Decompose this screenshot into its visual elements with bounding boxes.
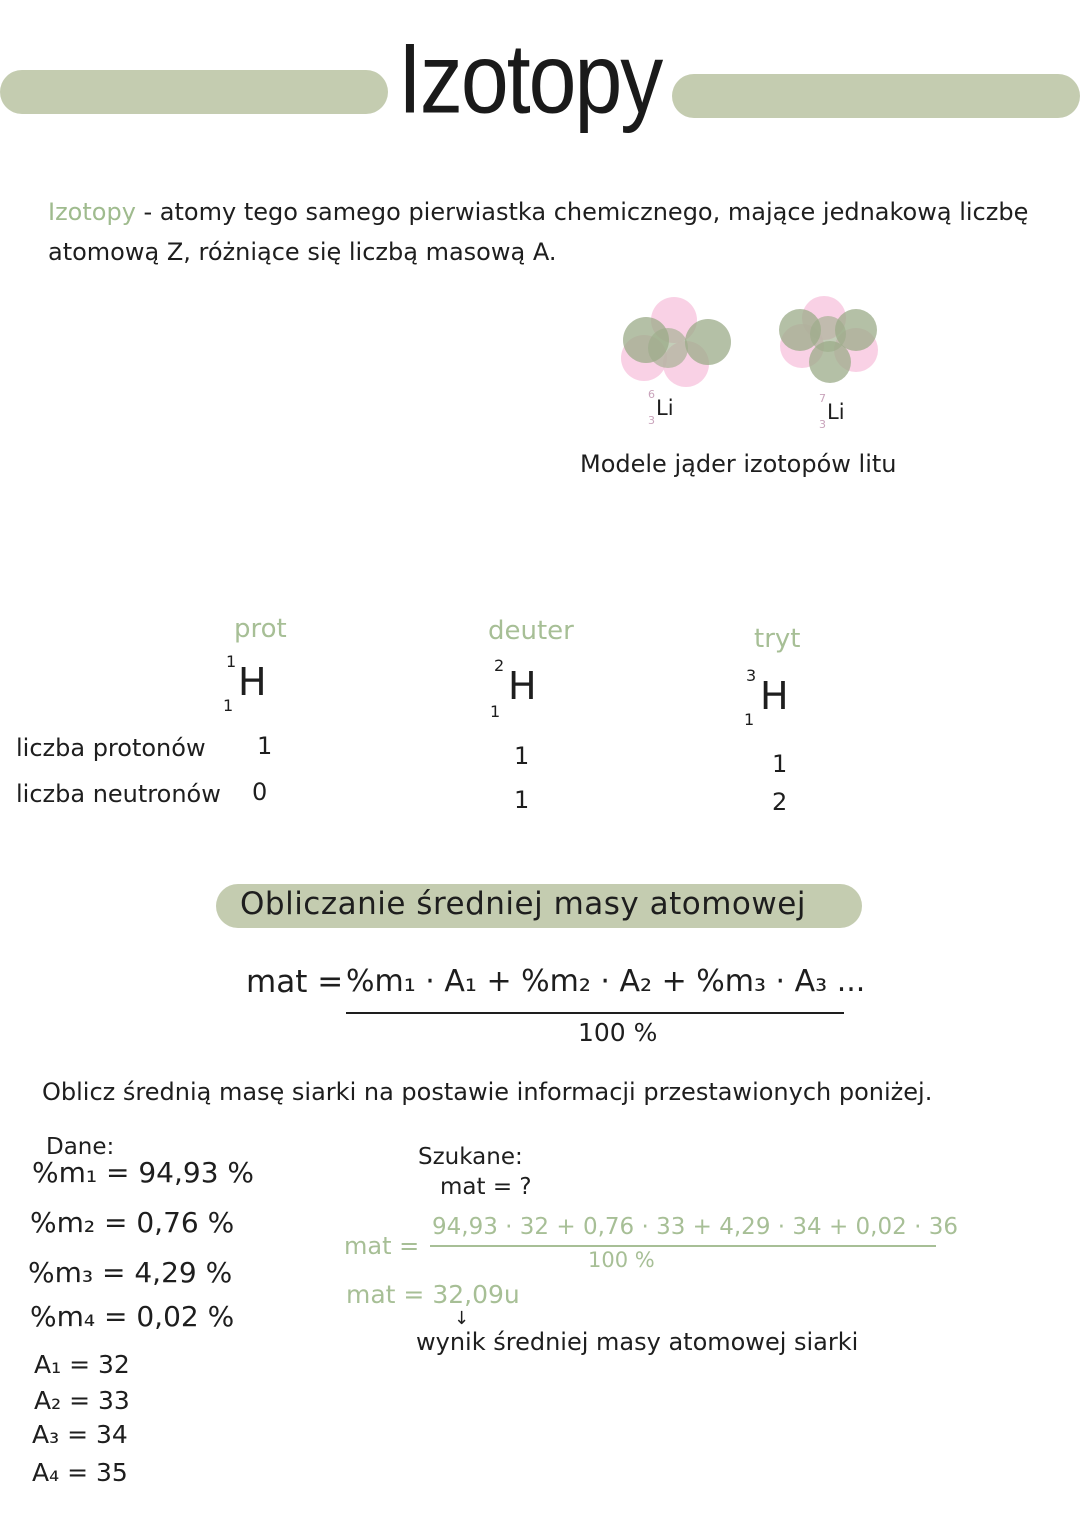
title-bar-right (672, 74, 1080, 118)
given-item: %m₄ = 0,02 % (30, 1300, 235, 1333)
deuter-protons: 1 (514, 742, 530, 770)
definition-term: Izotopy (48, 198, 136, 226)
formula-numerator: %m₁ · A₁ + %m₂ · A₂ + %m₃ · A₃ ... (346, 964, 866, 999)
definition-text: - atomy tego samego pierwiastka chemicznego, mające jednakową liczbę atomową Z, różniące się liczbą masową A. (48, 198, 1029, 266)
definition (48, 192, 1038, 272)
tryt-mass-number: 3 (746, 666, 757, 685)
tryt-neutrons: 2 (772, 788, 788, 816)
prot-atomic-number: 1 (223, 696, 234, 715)
task-text: Oblicz średnią masę siarki na postawie informacji przestawionych poniżej. (42, 1078, 933, 1106)
row-label-protons: liczba protonów (16, 734, 206, 762)
formula-lhs: mat = (246, 964, 344, 1000)
calc-lhs: mat = (344, 1232, 420, 1260)
sought-value: mat = ? (440, 1174, 532, 1200)
tryt-symbol: H (760, 674, 789, 718)
calc-fraction-line (430, 1245, 936, 1247)
result-note: wynik średniej masy atomowej siarki (416, 1328, 859, 1356)
formula-denominator: 100 % (578, 1018, 658, 1047)
given-item: %m₃ = 4,29 % (28, 1256, 233, 1289)
given-item: A₁ = 32 (34, 1350, 130, 1379)
lithium-6-nucleus-model (612, 292, 738, 396)
deuter-mass-number: 2 (494, 656, 505, 675)
prot-neutrons: 0 (252, 778, 268, 806)
prot-protons: 1 (257, 732, 273, 760)
given-item: A₄ = 35 (32, 1458, 128, 1487)
given-item: %m₂ = 0,76 % (30, 1206, 235, 1239)
lithium-7-nucleus-model (772, 292, 884, 392)
lithium-caption: Modele jąder izotopów litu (580, 450, 897, 478)
li6-mass-number: 6 (648, 388, 655, 401)
formula-fraction-line (346, 1012, 844, 1014)
deuter-neutrons: 1 (514, 786, 530, 814)
li6-atomic-number: 3 (648, 414, 655, 427)
prot-mass-number: 1 (226, 652, 237, 671)
li7-symbol: Li (827, 400, 845, 424)
prot-symbol: H (238, 660, 267, 704)
page-title: Izotopy (398, 23, 662, 135)
given-label: Dane: (46, 1134, 115, 1160)
li7-mass-number: 7 (819, 392, 826, 405)
deuter-atomic-number: 1 (490, 702, 501, 721)
section-heading: Obliczanie średniej masy atomowej (240, 886, 806, 922)
deuter-symbol: H (508, 664, 537, 708)
down-arrow-icon: ↓ (454, 1308, 470, 1329)
title-bar-left (0, 70, 388, 114)
calc-denominator: 100 % (588, 1248, 655, 1272)
row-label-neutrons: liczba neutronów (16, 780, 221, 808)
given-item: A₂ = 33 (34, 1386, 130, 1415)
isotope-name-tryt: tryt (754, 624, 801, 654)
li7-atomic-number: 3 (819, 418, 826, 431)
isotope-name-prot: prot (234, 614, 287, 644)
sought-label: Szukane: (418, 1144, 523, 1170)
li6-symbol: Li (656, 396, 674, 420)
calc-numerator: 94,93 · 32 + 0,76 · 33 + 4,29 · 34 + 0,02 · 36 (432, 1214, 958, 1240)
given-item: %m₁ = 94,93 % (32, 1156, 255, 1189)
tryt-protons: 1 (772, 750, 788, 778)
isotope-name-deuter: deuter (488, 616, 574, 646)
calc-result: mat = 32,09u (346, 1280, 520, 1309)
given-item: A₃ = 34 (32, 1420, 128, 1449)
tryt-atomic-number: 1 (744, 710, 755, 729)
